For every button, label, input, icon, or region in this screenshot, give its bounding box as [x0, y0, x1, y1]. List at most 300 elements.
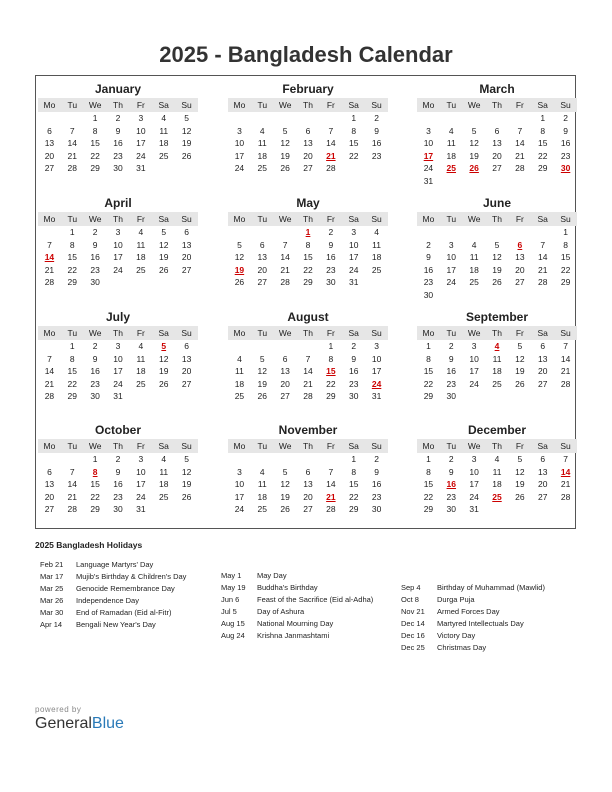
month-january — [38, 80, 198, 175]
day-cell: 7 — [540, 239, 546, 250]
holiday-date: Mar 25 — [40, 584, 64, 593]
day-cell — [554, 289, 577, 302]
weekday-label: We — [278, 100, 292, 110]
day-cell: 8 — [305, 239, 311, 250]
day-cell: 7 — [69, 125, 75, 136]
holiday-name: Krishna Janmashtami — [257, 631, 330, 640]
day-cell: 24 — [113, 264, 123, 275]
holiday-date: Dec 16 — [401, 631, 425, 640]
day-cell: 30 — [113, 163, 123, 173]
day-cell: 7 — [328, 125, 334, 136]
day-cell: 9 — [448, 466, 454, 477]
day-cell: 30 — [446, 391, 457, 401]
day-cell: 19 — [280, 491, 290, 502]
week-row — [417, 453, 577, 466]
day-cell: 27 — [303, 504, 313, 514]
day-cell: 31 — [136, 163, 146, 173]
weekday-label: Th — [492, 441, 502, 451]
week-row — [228, 112, 388, 125]
week-row — [38, 503, 198, 516]
day-cell: 30 — [371, 504, 382, 514]
holiday-date: Aug 24 — [221, 631, 245, 640]
day-cell: 26 — [515, 378, 525, 389]
holiday-item — [221, 606, 373, 618]
day-cell: 5 — [517, 341, 523, 351]
day-cell: 2 — [351, 341, 357, 351]
day-cell: 8 — [351, 125, 357, 136]
weekday-header — [38, 326, 198, 340]
day-cell: 3 — [115, 341, 121, 351]
day-cell: 27 — [303, 163, 313, 173]
day-cell: 4 — [161, 454, 167, 464]
day-cell: 26 — [280, 163, 290, 173]
day-cell: 6 — [494, 125, 500, 136]
day-cell: 4 — [259, 125, 265, 136]
day-cell: 14 — [515, 138, 525, 148]
week-row — [228, 150, 388, 163]
weekday-label: Fr — [515, 214, 524, 224]
day-cell: 15 — [303, 252, 313, 262]
day-cell: 9 — [115, 466, 121, 477]
day-cell: 13 — [303, 138, 313, 148]
day-cell: 6 — [184, 227, 189, 237]
holiday-name: Feast of the Sacrifice (Eid al-Adha) — [257, 595, 374, 604]
weekday-label: Su — [560, 441, 571, 451]
day-cell: 20 — [257, 264, 268, 275]
day-cell: 1 — [69, 341, 75, 351]
day-cell: 16 — [90, 366, 100, 376]
weekday-label: Sa — [348, 441, 359, 451]
day-cell: 27 — [492, 163, 502, 173]
day-cell — [152, 162, 175, 175]
day-cell — [554, 390, 577, 403]
week-row — [228, 264, 388, 277]
day-cell: 15 — [560, 252, 571, 262]
week-row — [417, 226, 577, 239]
weekday-label: Th — [303, 441, 313, 451]
day-cell: 17 — [136, 479, 146, 489]
weekday-label: Tu — [257, 441, 268, 451]
day-cell: 25 — [492, 378, 502, 389]
day-cell: 28 — [280, 277, 290, 287]
day-cell: 11 — [372, 239, 381, 250]
day-cell: 21 — [560, 479, 571, 489]
holiday-date: Oct 8 — [401, 595, 419, 604]
holiday-item — [401, 630, 545, 642]
day-cell: 16 — [423, 264, 434, 275]
day-cell: 14 — [67, 479, 78, 489]
holiday-name: Armed Forces Day — [437, 607, 500, 616]
weekday-label: Th — [492, 214, 502, 224]
holiday-list-column — [40, 559, 186, 631]
weekday-label: We — [88, 100, 102, 110]
day-cell: 3 — [351, 227, 357, 237]
day-cell: 20 — [492, 150, 502, 161]
day-cell: 6 — [540, 454, 546, 464]
weekday-label: Th — [492, 328, 502, 338]
week-row — [38, 378, 198, 391]
day-cell: 4 — [237, 353, 242, 364]
day-cell: 28 — [560, 378, 571, 389]
day-cell: 16 — [446, 366, 457, 376]
day-cell: 25 — [446, 163, 457, 173]
day-cell — [175, 162, 198, 175]
holiday-date: Sep 4 — [401, 583, 421, 592]
day-cell — [228, 112, 251, 125]
day-cell: 20 — [181, 252, 192, 262]
weekday-label: We — [88, 441, 102, 451]
day-cell: 14 — [303, 366, 313, 376]
month-november — [228, 421, 388, 516]
day-cell: 29 — [303, 277, 313, 287]
weekday-label: We — [278, 214, 292, 224]
day-cell — [274, 453, 297, 466]
day-cell: 31 — [469, 504, 479, 514]
weekday-label: Mo — [43, 328, 56, 338]
day-cell: 7 — [69, 466, 75, 477]
day-cell: 5 — [494, 239, 500, 250]
day-cell: 6 — [540, 341, 546, 351]
day-cell: 4 — [494, 454, 500, 464]
day-cell — [531, 226, 554, 239]
day-cell: 16 — [348, 366, 359, 376]
day-cell — [554, 503, 577, 516]
week-row — [228, 340, 388, 353]
day-cell: 19 — [469, 150, 479, 161]
weekday-header — [417, 98, 577, 112]
holiday-item — [40, 559, 186, 571]
week-row — [417, 466, 577, 479]
day-cell: 29 — [560, 277, 571, 287]
holiday-date: Apr 14 — [40, 620, 63, 629]
day-cell — [531, 390, 554, 403]
day-cell: 26 — [257, 391, 268, 401]
weekday-label: Mo — [233, 100, 246, 110]
day-cell: 16 — [560, 138, 571, 148]
day-cell: 18 — [469, 264, 479, 275]
day-cell: 10 — [348, 239, 359, 250]
holiday-item — [40, 607, 186, 619]
month-name: April — [104, 196, 132, 210]
day-cell: 1 — [328, 341, 334, 351]
holiday-name: Christmas Day — [437, 643, 487, 652]
day-cell: 16 — [371, 138, 382, 148]
day-cell: 9 — [92, 239, 98, 250]
week-row — [417, 353, 577, 366]
day-cell — [463, 175, 486, 188]
day-cell: 11 — [136, 239, 146, 250]
day-cell: 31 — [371, 391, 382, 401]
weekday-label: We — [467, 214, 481, 224]
day-cell: 16 — [90, 252, 100, 262]
weekday-label: Sa — [158, 441, 169, 451]
day-cell: 28 — [44, 277, 55, 287]
holiday-item — [401, 606, 545, 618]
day-cell: 20 — [44, 150, 55, 161]
day-cell: 19 — [158, 252, 169, 262]
day-cell: 6 — [305, 125, 311, 136]
day-cell: 30 — [560, 163, 571, 173]
day-cell: 5 — [259, 353, 265, 364]
day-cell: 31 — [348, 277, 359, 287]
day-cell: 17 — [113, 252, 123, 262]
day-cell: 24 — [348, 264, 359, 275]
holiday-date: May 1 — [221, 571, 242, 580]
day-cell: 6 — [282, 353, 288, 364]
week-row — [38, 137, 198, 150]
month-june — [417, 194, 577, 301]
holiday-list-column — [221, 570, 373, 642]
week-row — [38, 491, 198, 504]
holiday-date: Mar 26 — [40, 596, 64, 605]
weekday-label: Sa — [537, 214, 548, 224]
weekday-label: Sa — [537, 100, 548, 110]
day-cell: 9 — [374, 125, 379, 136]
day-cell: 12 — [280, 138, 290, 148]
week-row — [38, 150, 198, 163]
weekday-label: Th — [303, 100, 313, 110]
day-cell: 6 — [305, 466, 311, 477]
powered-by-label: powered by — [35, 705, 82, 714]
day-cell: 2 — [426, 239, 431, 250]
day-cell: 4 — [138, 227, 144, 237]
day-cell: 4 — [374, 227, 379, 237]
day-cell: 31 — [423, 175, 434, 186]
day-cell: 27 — [515, 277, 525, 287]
day-cell: 24 — [446, 277, 457, 287]
day-cell — [508, 175, 531, 188]
day-cell — [129, 390, 152, 403]
weekday-header — [228, 212, 388, 226]
day-cell: 23 — [423, 277, 434, 287]
day-cell — [107, 276, 130, 289]
month-name: October — [94, 423, 141, 437]
day-cell: 12 — [181, 466, 192, 477]
day-cell: 21 — [560, 366, 571, 376]
week-row — [38, 478, 198, 491]
day-cell: 30 — [90, 391, 100, 401]
week-row — [228, 137, 388, 150]
month-october — [38, 421, 198, 516]
day-cell: 29 — [423, 391, 434, 401]
day-cell: 3 — [471, 454, 477, 464]
day-cell: 20 — [181, 366, 192, 376]
week-row — [228, 365, 388, 378]
weekday-label: Sa — [537, 441, 548, 451]
day-cell — [486, 390, 509, 403]
day-cell: 21 — [44, 378, 55, 389]
holiday-date: Feb 21 — [40, 560, 64, 569]
holiday-date: Nov 21 — [401, 607, 425, 616]
day-cell: 24 — [234, 504, 245, 514]
day-cell: 2 — [448, 454, 454, 464]
holiday-name: End of Ramadan (Eid al-Fitr) — [76, 608, 172, 617]
day-cell: 1 — [540, 113, 546, 123]
day-cell: 19 — [181, 138, 192, 148]
day-cell: 7 — [47, 239, 52, 250]
day-cell — [508, 112, 531, 125]
day-cell: 2 — [115, 113, 121, 123]
holiday-name: National Mourning Day — [257, 619, 334, 628]
day-cell: 25 — [257, 504, 268, 514]
day-cell: 2 — [374, 113, 379, 123]
day-cell: 27 — [44, 504, 55, 514]
day-cell — [365, 276, 388, 289]
day-cell: 16 — [113, 479, 123, 489]
week-row — [417, 390, 577, 403]
month-name: August — [287, 310, 329, 324]
month-name: December — [467, 423, 527, 437]
day-cell: 6 — [517, 239, 523, 250]
day-cell — [38, 340, 61, 353]
day-cell: 5 — [471, 125, 477, 136]
day-cell: 7 — [517, 125, 523, 136]
day-cell: 15 — [67, 366, 78, 376]
holiday-name: Buddha's Birthday — [257, 583, 318, 592]
day-cell: 15 — [423, 479, 434, 489]
month-name: March — [479, 82, 515, 96]
day-cell: 10 — [113, 239, 123, 250]
day-cell: 13 — [44, 479, 55, 489]
day-cell: 5 — [184, 113, 189, 123]
week-row — [417, 125, 577, 138]
day-cell — [531, 289, 554, 302]
day-cell: 25 — [469, 277, 479, 287]
day-cell: 19 — [515, 366, 525, 376]
weekday-label: We — [88, 328, 102, 338]
day-cell: 2 — [448, 341, 454, 351]
day-cell: 10 — [469, 466, 479, 477]
day-cell: 4 — [471, 239, 477, 250]
day-cell: 9 — [448, 353, 454, 364]
day-cell: 23 — [326, 264, 336, 275]
day-cell — [319, 112, 342, 125]
week-row — [228, 162, 388, 175]
day-cell — [251, 226, 274, 239]
day-cell: 15 — [537, 138, 548, 148]
day-cell — [417, 226, 440, 239]
week-row — [38, 112, 198, 125]
holiday-name: Genocide Remembrance Day — [76, 584, 175, 593]
day-cell: 10 — [113, 353, 123, 364]
day-cell: 12 — [515, 353, 525, 364]
weekday-label: Tu — [446, 328, 457, 338]
weekday-label: Tu — [257, 214, 268, 224]
day-cell: 13 — [492, 138, 502, 148]
week-row — [38, 251, 198, 264]
day-cell: 1 — [426, 454, 431, 464]
day-cell: 25 — [158, 150, 169, 161]
day-cell: 25 — [158, 491, 169, 502]
day-cell: 13 — [181, 353, 192, 364]
day-cell: 27 — [44, 163, 55, 173]
day-cell: 25 — [371, 264, 382, 275]
day-cell: 22 — [326, 378, 336, 389]
weekday-label: Tu — [67, 100, 78, 110]
day-cell: 10 — [136, 466, 146, 477]
day-cell: 4 — [138, 341, 144, 351]
day-cell — [152, 276, 175, 289]
holiday-item — [40, 583, 186, 595]
weekday-label: Mo — [422, 214, 435, 224]
day-cell: 20 — [44, 491, 55, 502]
weekday-label: Sa — [158, 100, 169, 110]
holiday-date: May 19 — [221, 583, 246, 592]
day-cell: 24 — [234, 163, 245, 173]
holiday-name: Durga Puja — [437, 595, 475, 604]
day-cell: 10 — [136, 125, 146, 136]
day-cell: 2 — [92, 341, 98, 351]
day-cell: 11 — [257, 138, 267, 148]
weekday-label: We — [467, 100, 481, 110]
day-cell: 25 — [257, 163, 268, 173]
day-cell — [463, 226, 486, 239]
day-cell: 3 — [115, 227, 121, 237]
day-cell — [251, 453, 274, 466]
week-row — [417, 276, 577, 289]
weekday-label: Th — [113, 441, 123, 451]
brand-name — [35, 715, 124, 733]
weekday-label: Su — [371, 214, 382, 224]
day-cell: 25 — [136, 264, 146, 275]
weekday-label: Fr — [136, 441, 145, 451]
day-cell: 12 — [280, 479, 290, 489]
day-cell: 12 — [158, 239, 169, 250]
day-cell: 12 — [158, 353, 169, 364]
month-may — [228, 194, 388, 289]
day-cell: 25 — [136, 378, 146, 389]
day-cell: 9 — [115, 125, 121, 136]
day-cell: 13 — [181, 239, 192, 250]
week-row — [417, 175, 577, 188]
day-cell: 18 — [257, 150, 268, 161]
day-cell: 3 — [426, 125, 431, 136]
holiday-list-column — [401, 582, 545, 654]
day-cell: 22 — [348, 150, 359, 161]
week-row — [38, 365, 198, 378]
day-cell — [508, 289, 531, 302]
day-cell: 4 — [161, 113, 167, 123]
day-cell: 19 — [181, 479, 192, 489]
day-cell — [554, 175, 577, 188]
day-cell: 26 — [492, 277, 502, 287]
day-cell: 12 — [515, 466, 525, 477]
week-row — [38, 353, 198, 366]
day-cell: 30 — [113, 504, 123, 514]
holiday-name: Mujib's Birthday & Children's Day — [76, 572, 187, 581]
weekday-label: Th — [492, 100, 502, 110]
day-cell: 9 — [374, 466, 379, 477]
day-cell — [175, 503, 198, 516]
holiday-item — [221, 594, 373, 606]
day-cell: 14 — [537, 252, 548, 262]
day-cell: 8 — [540, 125, 546, 136]
day-cell — [228, 453, 251, 466]
day-cell: 13 — [537, 353, 548, 364]
day-cell: 21 — [44, 264, 55, 275]
day-cell: 1 — [351, 454, 357, 464]
month-name: June — [482, 196, 511, 210]
day-cell — [342, 162, 365, 175]
day-cell: 29 — [537, 163, 548, 173]
weekday-label: Sa — [537, 328, 548, 338]
day-cell: 26 — [280, 504, 290, 514]
day-cell: 24 — [113, 378, 123, 389]
day-cell: 26 — [469, 163, 479, 173]
day-cell: 22 — [303, 264, 313, 275]
day-cell: 26 — [234, 277, 245, 287]
day-cell — [274, 112, 297, 125]
